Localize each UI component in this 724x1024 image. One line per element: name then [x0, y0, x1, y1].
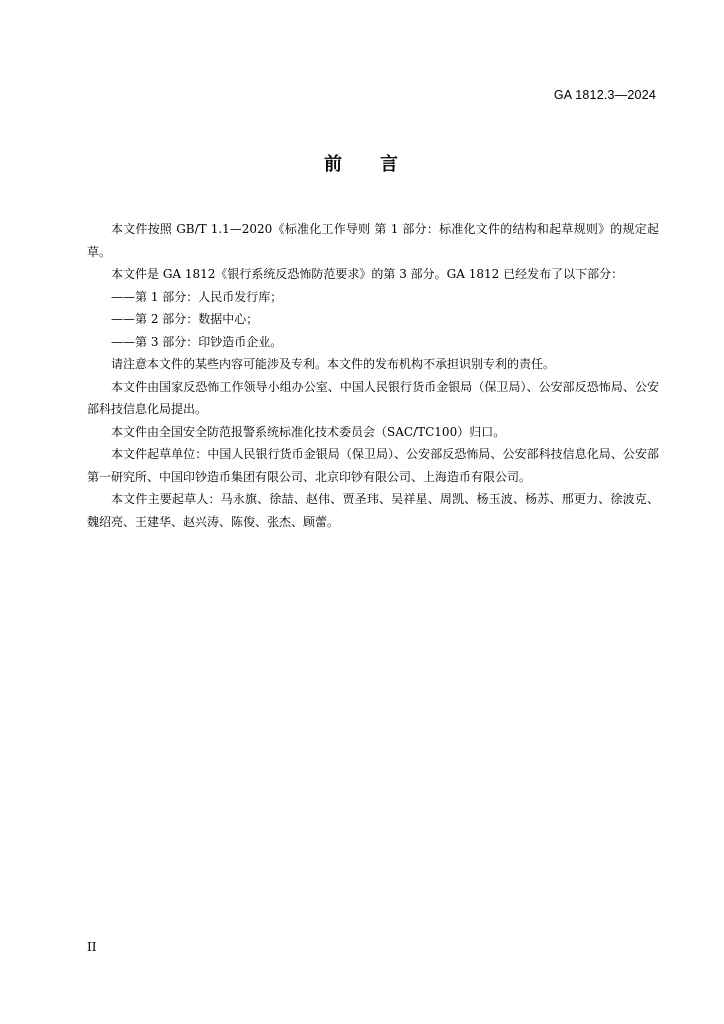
paragraph-proposed-by: 本文件由国家反恐怖工作领导小组办公室、中国人民银行货币金银局（保卫局）、公安部反恐怖局、公安部科技信息化局提出。 [87, 379, 659, 416]
page-title-char-1: 前 [324, 154, 344, 175]
paragraph-drafting-units: 本文件起草单位：中国人民银行货币金银局（保卫局）、公安部反恐怖局、公安部科技信息化局、公安部第一研究所、中国印钞造币集团有限公司、北京印钞有限公司、上海造币有限公司。 [87, 447, 659, 484]
paragraph-patent-notice: 请注意本文件的某些内容可能涉及专利。本文件的发布机构不承担识别专利的责任。 [111, 357, 556, 371]
page-title [0, 150, 724, 176]
document-number: GA 1812.3—2024 [553, 88, 656, 102]
list-item-part-3: ——第 3 部分：印钞造币企业。 [111, 334, 283, 349]
paragraph-drafting-rules: 本文件按照 GB/T 1.1—2020《标准化工作导则 第 1 部分：标准化文件的结构和起草规则》的规定起草。 [87, 222, 659, 259]
foreword-body [87, 218, 659, 533]
paragraph-drafters: 本文件主要起草人：马永旗、徐喆、赵伟、贾圣玮、吴祥星、周凯、杨玉波、杨苏、邢更力、徐波克、魏绍亮、王建华、赵兴涛、陈俊、张杰、顾蕾。 [87, 492, 659, 529]
page-title-char-2: 言 [380, 154, 400, 175]
list-item-part-1: ——第 1 部分：人民币发行库； [111, 289, 283, 304]
paragraph-technical-committee: 本文件由全国安全防范报警系统标准化技术委员会（SAC/TC100）归口。 [111, 424, 506, 439]
paragraph-series-part: 本文件是 GA 1812《银行系统反恐怖防范要求》的第 3 部分。GA 1812 已经发布了以下部分： [111, 267, 624, 281]
list-item-part-2: ——第 2 部分：数据中心； [111, 312, 259, 326]
page-number: II [87, 940, 97, 954]
